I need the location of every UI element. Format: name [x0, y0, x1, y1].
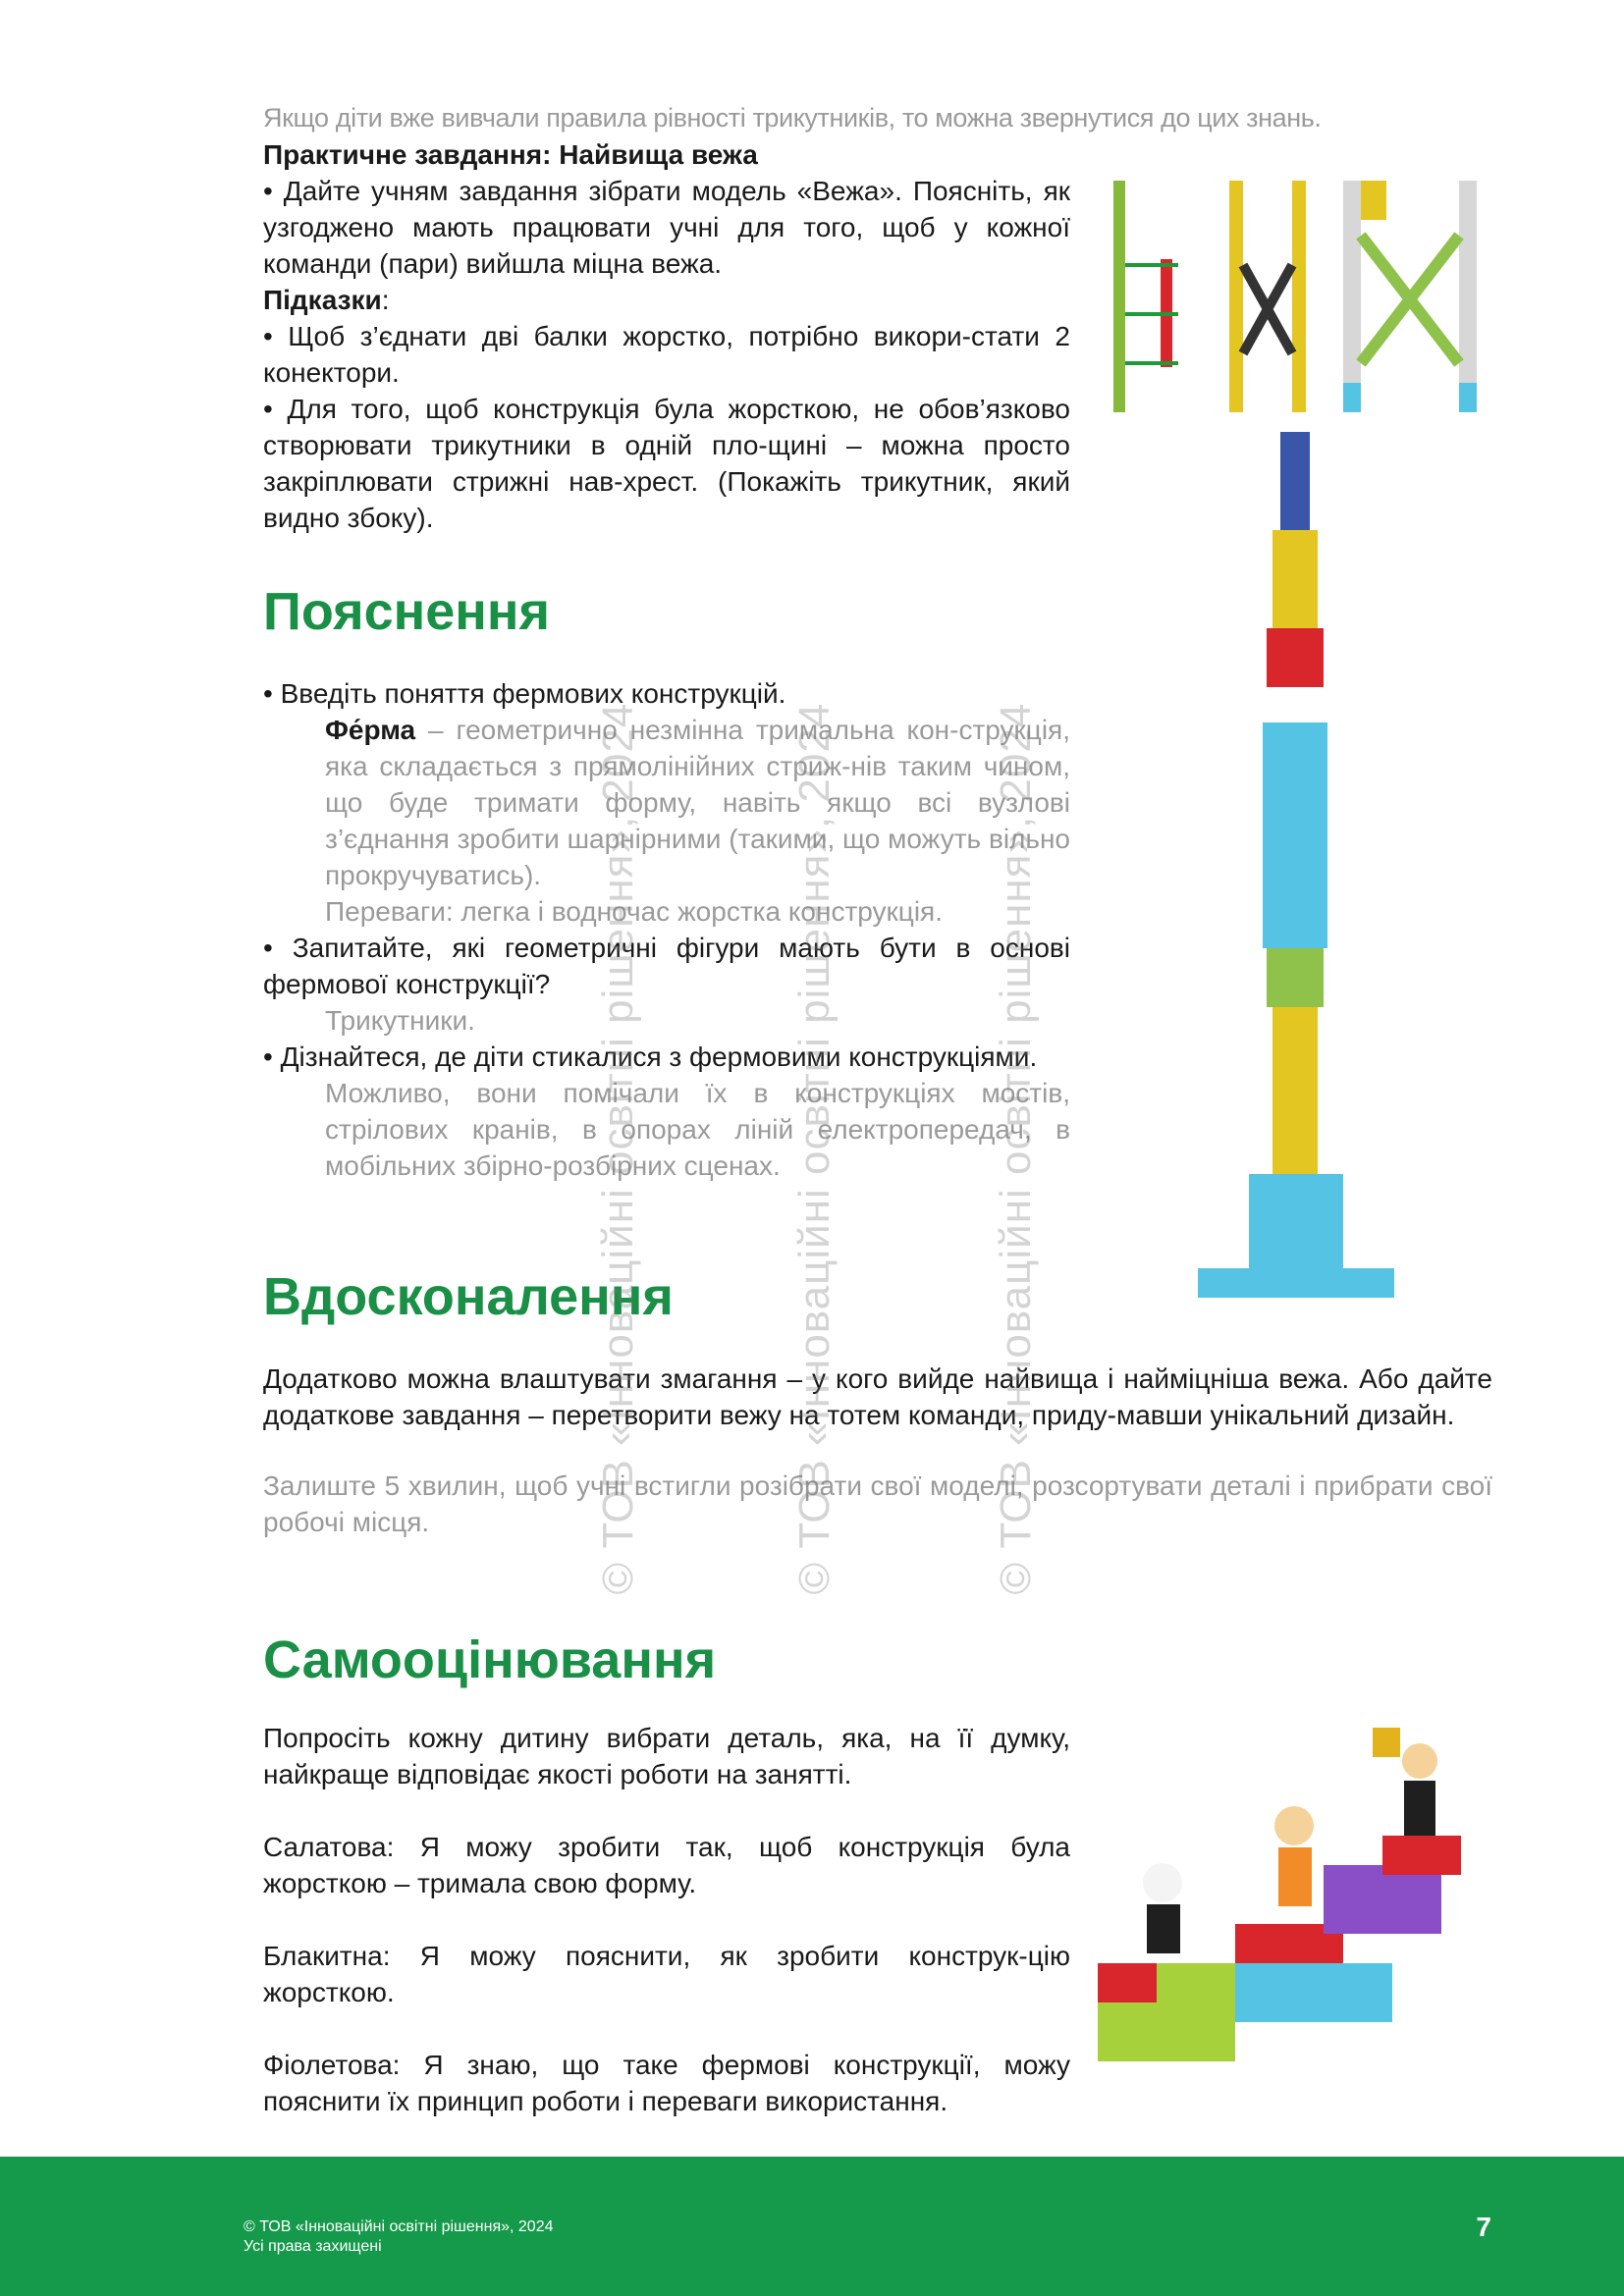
- watermark-text-1: © ТОВ «Інноваційні освітні рішення», 2024: [594, 702, 642, 1595]
- explanation-bullet-2: • Запитайте, які геометричні фігури мають бути в основі фермової конструкції?: [263, 933, 1070, 999]
- intro-line: Якщо діти вже вивчали правила рівності трикутників, то можна звернутися до цих знань.: [263, 103, 1322, 133]
- task-title: Практичне завдання: Найвища вежа: [263, 139, 758, 170]
- purple-level: Фіолетова: Я знаю, що таке фермові конструкції, можу пояснити їх принцип роботи і переваги використання.: [263, 2050, 1070, 2116]
- self-assessment-body: [263, 1720, 1070, 2119]
- improvement-heading: Вдосконалення: [263, 1267, 674, 1326]
- hints-label: [263, 282, 1070, 318]
- hint-2: • Для того, щоб конструкція була жорсткою, не обов’язково створювати трикутники в одній пло-щині – можна просто закріплювати стрижні нав-хрест. (Покажіть трикутник, який видно збоку).: [263, 394, 1070, 533]
- cleanup-text: Залиште 5 хвилин, щоб учні встигли розібрати свої моделі, розсортувати деталі і прибрати свої робочі місця.: [263, 1470, 1492, 1537]
- truss-definition-text: – геометрично незмінна тримальна кон-струкція, яка складається з прямолінійних стриж-нів таким чином, що буде тримати форму, навіть якщо всі вузлові з’єднання зробити шарнірними (такими, що можуть вільно прокручуватись).: [325, 715, 1070, 890]
- hints-label-colon: :: [381, 285, 390, 315]
- truss-definition: [263, 712, 1070, 893]
- practical-task: [263, 136, 1070, 536]
- improvement-body: [263, 1361, 1492, 1540]
- improvement-text: Додатково можна влаштувати змагання – у кого вийде найвища і наймiцніша вежа. Або дайте додаткове завдання – перетворити вежу на тотем команди, приду-мавши унікальний дизайн.: [263, 1363, 1492, 1430]
- truss-advantages: Переваги: легка і водночас жорстка конструкція.: [325, 896, 943, 927]
- hint-1: • Щоб з’єднати дві балки жорстко, потрібно викори-стати 2 конектори.: [263, 321, 1070, 388]
- rights-line: Усі права захищені: [244, 2238, 382, 2255]
- self-assessment-heading: Самооцінювання: [263, 1630, 717, 1689]
- tower-model: [1188, 428, 1404, 1308]
- x-truss-diagram: [1343, 181, 1477, 412]
- watermark-text-3: © ТОВ «Інноваційні освітні рішення», 2024: [992, 702, 1040, 1595]
- watermark-text-2: © ТОВ «Інноваційні освітні рішення», 2024: [790, 702, 839, 1595]
- self-assessment-intro: Попросіть кожну дитину вибрати деталь, яка, на її думку, найкраще відповідає якості роботи на занятті.: [263, 1723, 1070, 1789]
- footer-copyright: [244, 2217, 554, 2257]
- minifigures-podium: [1088, 1669, 1500, 2110]
- blue-level: Блакитна: Я можу пояснити, як зробити конструк-цію жорсткою.: [263, 1941, 1070, 2007]
- page-number: 7: [1476, 2212, 1491, 2242]
- explanation-body: [263, 675, 1070, 1184]
- beam-connector-diagram: [1113, 181, 1178, 412]
- watermark-2: [785, 0, 844, 2296]
- cross-brace-diagram: [1229, 181, 1306, 412]
- explanation-bullet-1: • Введіть поняття фермових конструкцій.: [263, 678, 786, 709]
- explanation-bullet-3: • Дізнайтеся, де діти стикалися з фермовими конструкціями.: [263, 1041, 1038, 1072]
- watermark-1: [589, 0, 648, 2296]
- hints-label-text: Підказки: [263, 285, 382, 315]
- task-bullet: • Дайте учням завдання зібрати модель «Вежа». Поясніть, як узгоджено мають працювати учні для того, щоб у кожної команди (пари) вийшла міцна вежа.: [263, 176, 1070, 279]
- answer-2: Трикутники.: [325, 1005, 475, 1036]
- copyright-line: © ТОВ «Інноваційні освітні рішення», 2024: [244, 2218, 554, 2235]
- footer: [0, 2157, 1624, 2296]
- connector-diagrams: [1110, 177, 1494, 420]
- explanation-heading: Пояснення: [263, 582, 551, 641]
- truss-term: Фе́рма: [325, 715, 416, 745]
- lime-level: Салатова: Я можу зробити так, щоб конструкція була жорсткою – тримала свою форму.: [263, 1832, 1070, 1898]
- watermark-3: [987, 0, 1046, 2296]
- answer-3: Можливо, вони помічали їх в конструкціях мостів, стрілових кранів, в опорах ліній електропередач, в мобільних збірно-розбірних сценах.: [325, 1078, 1070, 1181]
